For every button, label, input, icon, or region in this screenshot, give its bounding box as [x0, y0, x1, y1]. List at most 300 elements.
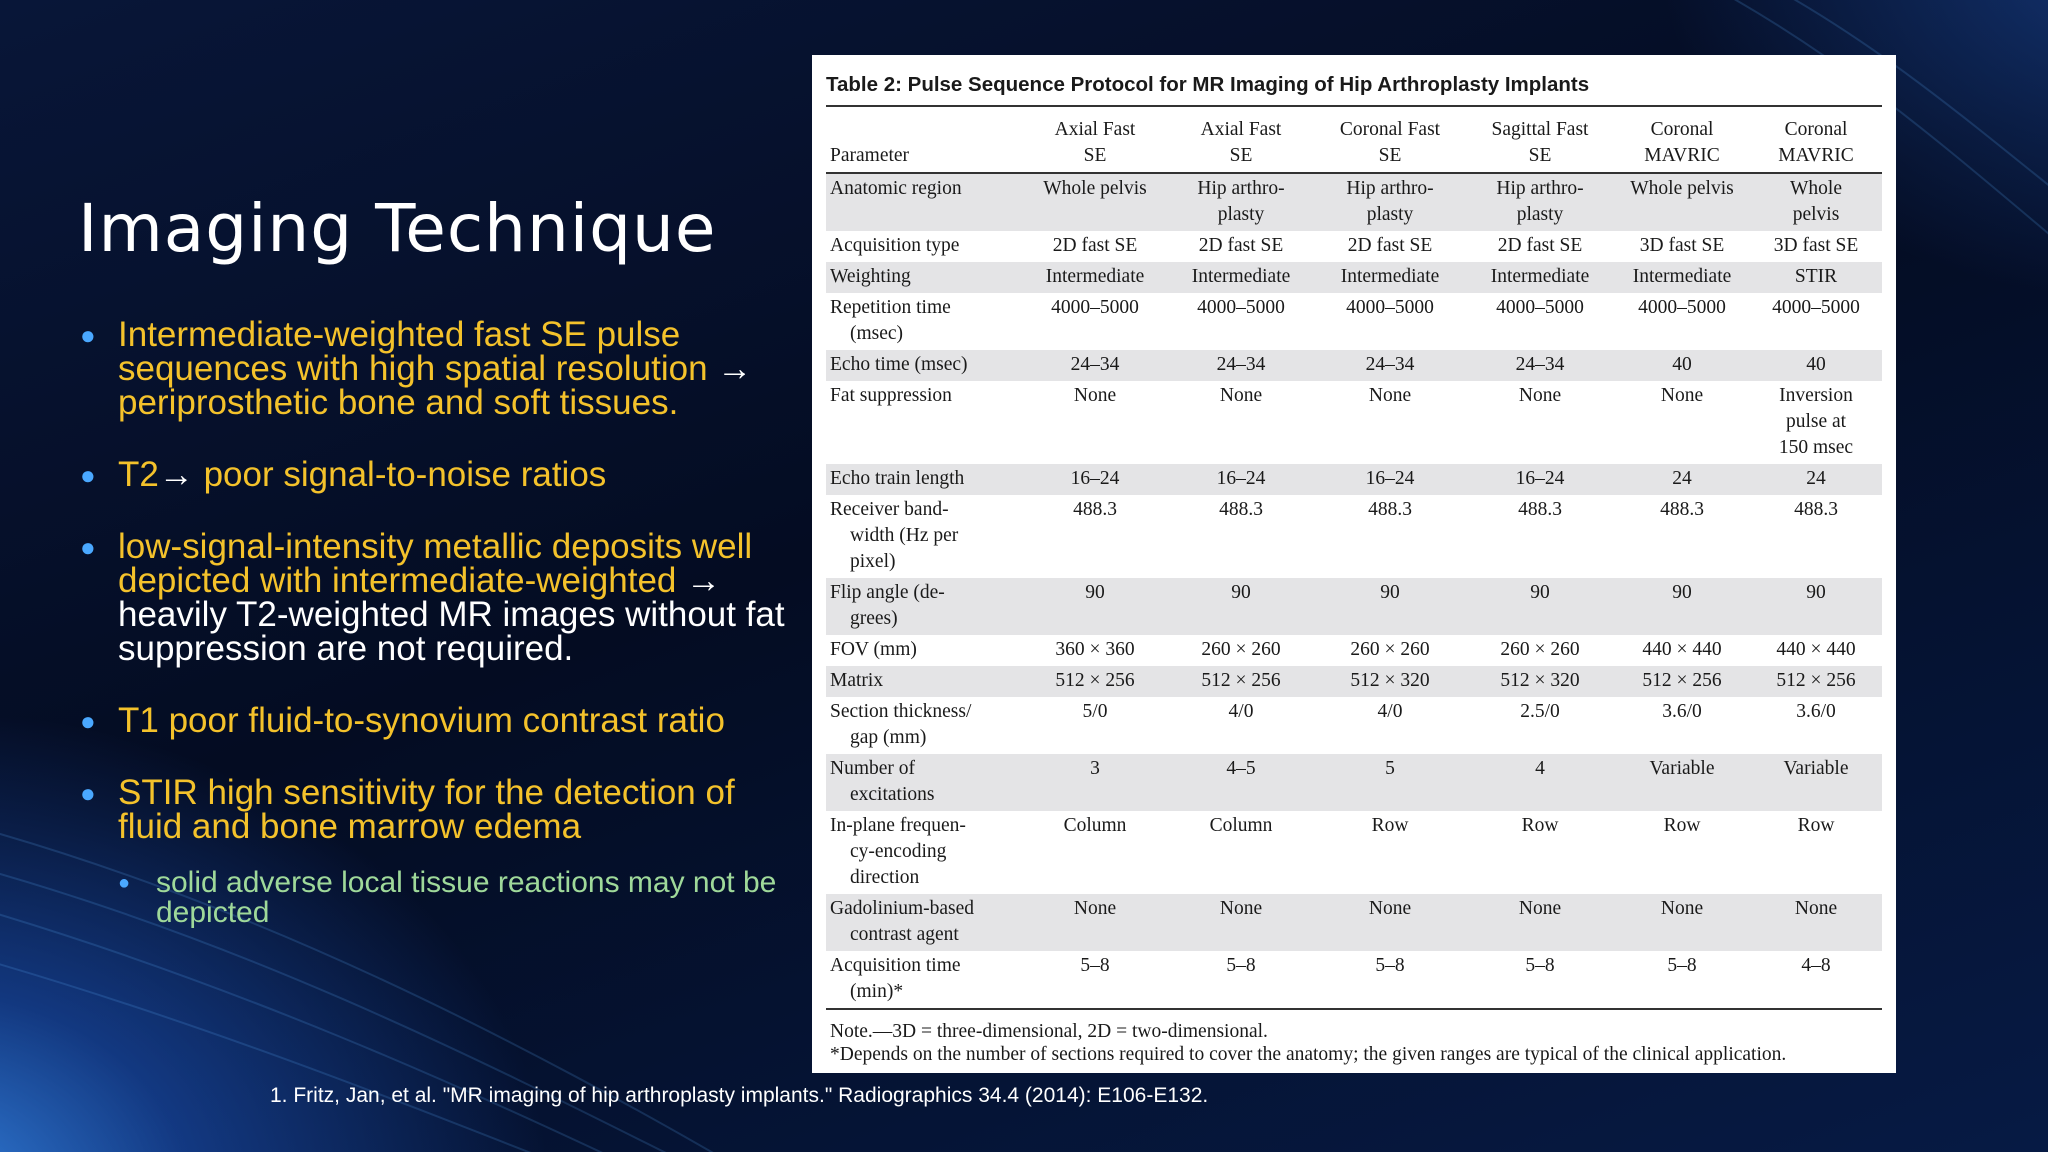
cell-line: 3.6/0: [1796, 701, 1836, 722]
bullet-list: [80, 315, 800, 929]
cell-line: excitations: [850, 784, 935, 805]
value-cell: [1314, 173, 1466, 231]
value-cell: [1022, 495, 1168, 578]
column-header: [1168, 115, 1314, 173]
table-note: *Depends on the number of sections required to cover the anatomy; the given ranges are typical of the clinical application.: [830, 1044, 1787, 1065]
value-cell: [1168, 754, 1314, 811]
cell-line: 16–24: [1216, 468, 1266, 489]
cell-line: plasty: [1516, 204, 1564, 225]
cell-line: 5/0: [1082, 701, 1108, 722]
column-header: [1314, 115, 1466, 173]
cell-line: 488.3: [1073, 499, 1117, 520]
cell-line: 5–8: [1080, 955, 1110, 976]
bullet-text: periprosthetic bone and soft tissues.: [118, 383, 679, 422]
cell-line: 90: [1231, 582, 1251, 603]
cell-line: SE: [1083, 145, 1107, 166]
cell-line: MAVRIC: [1644, 145, 1720, 166]
cell-line: 512 × 320: [1350, 670, 1430, 691]
bullet-text: poor signal-to-noise ratios: [203, 455, 607, 494]
parameter-cell: [826, 754, 1022, 811]
cell-line: 3.6/0: [1662, 701, 1702, 722]
bullet-item: [80, 315, 800, 422]
value-cell: [1750, 811, 1882, 894]
value-cell: [1466, 635, 1614, 666]
value-cell: [1466, 262, 1614, 293]
cell-line: 24–34: [1070, 354, 1120, 375]
value-cell: [1314, 495, 1466, 578]
value-cell: [1750, 578, 1882, 635]
value-cell: [1750, 894, 1882, 951]
table-row: [826, 173, 1882, 231]
value-cell: [1750, 231, 1882, 262]
cell-line: Whole: [1790, 178, 1842, 199]
column-header: [1466, 115, 1614, 173]
cell-line: Weighting: [830, 266, 911, 287]
value-cell: [1314, 350, 1466, 381]
table-row: [826, 811, 1882, 894]
value-cell: [1168, 578, 1314, 635]
cell-line: 4000–5000: [1772, 297, 1860, 318]
table-header-row: [826, 115, 1882, 173]
cell-line: 2D fast SE: [1052, 235, 1138, 256]
cell-line: Axial Fast: [1054, 119, 1136, 140]
cell-line: (msec): [850, 323, 904, 344]
cell-line: 5–8: [1226, 955, 1256, 976]
cell-line: MAVRIC: [1778, 145, 1854, 166]
bullet-item: [80, 701, 800, 740]
cell-line: 24–34: [1216, 354, 1266, 375]
value-cell: [1168, 173, 1314, 231]
bullet-item: [80, 527, 800, 668]
cell-line: gap (mm): [850, 727, 927, 748]
value-cell: [1022, 951, 1168, 1009]
cell-line: 440 × 440: [1776, 639, 1856, 660]
cell-line: 4000–5000: [1197, 297, 1285, 318]
value-cell: [1466, 754, 1614, 811]
cell-line: Intermediate: [1490, 266, 1590, 287]
value-cell: [1314, 464, 1466, 495]
value-cell: [1168, 495, 1314, 578]
cell-line: 512 × 256: [1201, 670, 1281, 691]
table-body: [826, 173, 1882, 1009]
protocol-table: [826, 115, 1882, 1010]
cell-line: 2D fast SE: [1198, 235, 1284, 256]
bullet-dot-icon: ●: [80, 532, 96, 562]
cell-line: plasty: [1366, 204, 1414, 225]
parameter-cell: [826, 495, 1022, 578]
citation: 1. Fritz, Jan, et al. "MR imaging of hip arthroplasty implants." Radiographics 34.4 (2014): E106-E132.: [270, 1084, 1209, 1107]
cell-line: Intermediate: [1191, 266, 1291, 287]
cell-line: Axial Fast: [1200, 119, 1282, 140]
cell-line: Inversion: [1779, 385, 1853, 406]
value-cell: [1466, 894, 1614, 951]
cell-line: 260 × 260: [1201, 639, 1281, 660]
cell-line: direction: [850, 867, 920, 888]
value-cell: [1314, 635, 1466, 666]
value-cell: [1022, 464, 1168, 495]
bullet-text: Intermediate-weighted fast SE pulse sequences with high spatial resolution: [118, 315, 718, 388]
value-cell: [1750, 951, 1882, 1009]
value-cell: [1314, 894, 1466, 951]
value-cell: [1314, 231, 1466, 262]
table-row: [826, 754, 1882, 811]
cell-line: STIR: [1794, 266, 1838, 287]
cell-line: Whole pelvis: [1043, 178, 1147, 199]
value-cell: [1022, 635, 1168, 666]
cell-line: 512 × 256: [1055, 670, 1135, 691]
cell-line: 4: [1535, 758, 1545, 779]
value-cell: [1466, 350, 1614, 381]
cell-line: 512 × 320: [1500, 670, 1580, 691]
table-row: [826, 381, 1882, 464]
cell-line: Matrix: [830, 670, 884, 691]
value-cell: [1022, 811, 1168, 894]
cell-line: Variable: [1783, 758, 1849, 779]
value-cell: [1314, 262, 1466, 293]
value-cell: [1168, 894, 1314, 951]
cell-line: Hip arthro-: [1197, 178, 1285, 199]
cell-line: 90: [1085, 582, 1105, 603]
cell-line: width (Hz per: [850, 525, 959, 546]
table-row: [826, 635, 1882, 666]
cell-line: 90: [1672, 582, 1692, 603]
bullet-dot-icon: ●: [80, 778, 96, 808]
value-cell: [1168, 350, 1314, 381]
value-cell: [1614, 173, 1750, 231]
value-cell: [1614, 293, 1750, 350]
cell-line: None: [1219, 385, 1263, 406]
value-cell: [1466, 697, 1614, 754]
cell-line: None: [1794, 898, 1838, 919]
parameter-cell: [826, 951, 1022, 1009]
cell-line: 360 × 360: [1055, 639, 1135, 660]
value-cell: [1750, 666, 1882, 697]
parameter-cell: [826, 578, 1022, 635]
cell-line: 3D fast SE: [1639, 235, 1725, 256]
value-cell: [1466, 231, 1614, 262]
value-cell: [1314, 666, 1466, 697]
value-cell: [1750, 754, 1882, 811]
cell-line: pelvis: [1792, 204, 1840, 225]
parameter-cell: [826, 894, 1022, 951]
cell-line: 3: [1090, 758, 1100, 779]
value-cell: [1168, 262, 1314, 293]
table-row: [826, 350, 1882, 381]
cell-line: 260 × 260: [1350, 639, 1430, 660]
cell-line: In-plane frequen-: [830, 815, 966, 836]
bullet-item: [80, 773, 800, 846]
cell-line: Row: [1371, 815, 1409, 836]
cell-line: Hip arthro-: [1346, 178, 1434, 199]
value-cell: [1168, 666, 1314, 697]
cell-line: None: [1073, 898, 1117, 919]
column-header: [1022, 115, 1168, 173]
cell-line: 488.3: [1219, 499, 1263, 520]
bullet-text: STIR high sensitivity for the detection of fluid and bone marrow edema: [118, 773, 735, 846]
value-cell: [1022, 697, 1168, 754]
cell-line: Number of: [830, 758, 916, 779]
arrow-icon: →: [158, 455, 204, 494]
cell-line: SE: [1229, 145, 1253, 166]
value-cell: [1314, 754, 1466, 811]
parameter-cell: [826, 635, 1022, 666]
value-cell: [1466, 666, 1614, 697]
cell-line: 16–24: [1365, 468, 1415, 489]
bullet-dot-icon: ●: [80, 460, 96, 490]
value-cell: [1022, 578, 1168, 635]
value-cell: [1750, 350, 1882, 381]
value-cell: [1614, 951, 1750, 1009]
cell-line: 16–24: [1070, 468, 1120, 489]
value-cell: [1750, 293, 1882, 350]
parameter-cell: [826, 464, 1022, 495]
parameter-cell: [826, 697, 1022, 754]
value-cell: [1750, 635, 1882, 666]
cell-line: 5–8: [1375, 955, 1405, 976]
cell-line: None: [1518, 385, 1562, 406]
parameter-cell: [826, 666, 1022, 697]
value-cell: [1750, 173, 1882, 231]
value-cell: [1466, 381, 1614, 464]
value-cell: [1750, 262, 1882, 293]
value-cell: [1466, 293, 1614, 350]
cell-line: Repetition time: [830, 297, 951, 318]
value-cell: [1466, 951, 1614, 1009]
table-figure: [812, 55, 1896, 1073]
cell-line: Coronal: [1784, 119, 1848, 140]
value-cell: [1750, 464, 1882, 495]
cell-line: Intermediate: [1632, 266, 1732, 287]
cell-line: 4000–5000: [1051, 297, 1139, 318]
table-row: [826, 262, 1882, 293]
value-cell: [1168, 811, 1314, 894]
cell-line: 5–8: [1525, 955, 1555, 976]
value-cell: [1022, 350, 1168, 381]
value-cell: [1022, 381, 1168, 464]
cell-line: None: [1660, 385, 1704, 406]
cell-line: contrast agent: [850, 924, 959, 945]
value-cell: [1314, 293, 1466, 350]
cell-line: 488.3: [1660, 499, 1704, 520]
cell-line: Flip angle (de-: [830, 582, 945, 603]
cell-line: 40: [1672, 354, 1692, 375]
cell-line: 440 × 440: [1642, 639, 1722, 660]
value-cell: [1022, 894, 1168, 951]
value-cell: [1314, 811, 1466, 894]
table-row: [826, 697, 1882, 754]
cell-line: 2D fast SE: [1497, 235, 1583, 256]
slide-title: Imaging Technique: [78, 190, 717, 267]
bullet-text: → heavily T2-weighted MR images without fat suppression are not required.: [118, 561, 785, 668]
cell-line: Hip arthro-: [1496, 178, 1584, 199]
cell-line: Acquisition type: [830, 235, 960, 256]
cell-line: pixel): [850, 551, 896, 572]
value-cell: [1614, 666, 1750, 697]
cell-line: 512 × 256: [1776, 670, 1856, 691]
cell-line: Fat suppression: [830, 385, 952, 406]
cell-line: Receiver band-: [830, 499, 949, 520]
value-cell: [1614, 635, 1750, 666]
cell-line: 40: [1806, 354, 1826, 375]
cell-line: 4000–5000: [1346, 297, 1434, 318]
cell-line: Intermediate: [1045, 266, 1145, 287]
cell-line: 4/0: [1377, 701, 1403, 722]
table-row: [826, 464, 1882, 495]
sub-bullet-dot-icon: ●: [118, 872, 131, 894]
value-cell: [1022, 173, 1168, 231]
cell-line: None: [1219, 898, 1263, 919]
cell-line: 3D fast SE: [1773, 235, 1859, 256]
value-cell: [1614, 381, 1750, 464]
value-cell: [1614, 495, 1750, 578]
cell-line: 90: [1806, 582, 1826, 603]
cell-line: None: [1660, 898, 1704, 919]
table-row: [826, 666, 1882, 697]
value-cell: [1614, 231, 1750, 262]
cell-line: 4000–5000: [1496, 297, 1584, 318]
value-cell: [1168, 293, 1314, 350]
cell-line: FOV (mm): [830, 639, 917, 660]
cell-line: Row: [1663, 815, 1701, 836]
parameter-cell: [826, 381, 1022, 464]
cell-line: Sagittal Fast: [1491, 119, 1589, 140]
cell-line: 4–5: [1226, 758, 1256, 779]
column-header: Parameter: [826, 115, 1022, 173]
table-row: [826, 231, 1882, 262]
cell-line: Row: [1797, 815, 1835, 836]
value-cell: [1168, 381, 1314, 464]
bullet-text: T2: [118, 455, 159, 494]
parameter-cell: [826, 350, 1022, 381]
cell-line: 2D fast SE: [1347, 235, 1433, 256]
cell-line: 5–8: [1667, 955, 1697, 976]
value-cell: [1750, 697, 1882, 754]
cell-line: 24–34: [1365, 354, 1415, 375]
cell-line: cy-encoding: [850, 841, 947, 862]
cell-line: Column: [1209, 815, 1273, 836]
value-cell: [1022, 262, 1168, 293]
value-cell: [1614, 894, 1750, 951]
cell-line: 488.3: [1518, 499, 1562, 520]
cell-line: SE: [1528, 145, 1552, 166]
cell-line: Column: [1063, 815, 1127, 836]
sub-bullet-text: solid adverse local tissue reactions may not be depicted: [156, 866, 777, 929]
cell-line: 4/0: [1228, 701, 1254, 722]
cell-line: Acquisition time: [830, 955, 961, 976]
column-header: [1614, 115, 1750, 173]
bullet-text: T1 poor fluid-to-synovium contrast ratio: [118, 701, 725, 740]
bullet-item: [80, 455, 800, 494]
parameter-cell: [826, 262, 1022, 293]
cell-line: 2.5/0: [1520, 701, 1560, 722]
cell-line: grees): [850, 608, 898, 629]
bullet-text: low-signal-intensity metallic deposits well depicted with intermediate-weighted: [118, 527, 753, 600]
value-cell: [1314, 381, 1466, 464]
cell-line: 90: [1530, 582, 1550, 603]
cell-line: 5: [1385, 758, 1395, 779]
value-cell: [1614, 464, 1750, 495]
value-cell: [1168, 464, 1314, 495]
value-cell: [1466, 811, 1614, 894]
table-row: [826, 293, 1882, 350]
cell-line: pulse at: [1785, 411, 1847, 432]
value-cell: [1614, 262, 1750, 293]
table-row: [826, 578, 1882, 635]
cell-line: Whole pelvis: [1630, 178, 1734, 199]
cell-line: 24: [1672, 468, 1692, 489]
table-note: Note.—3D = three-dimensional, 2D = two-dimensional.: [830, 1021, 1268, 1042]
cell-line: Variable: [1649, 758, 1715, 779]
cell-line: 488.3: [1794, 499, 1838, 520]
cell-line: Echo train length: [830, 468, 965, 489]
value-cell: [1314, 697, 1466, 754]
table-row: [826, 495, 1882, 578]
value-cell: [1614, 754, 1750, 811]
parameter-cell: [826, 811, 1022, 894]
value-cell: [1614, 697, 1750, 754]
cell-line: Anatomic region: [830, 178, 962, 199]
value-cell: [1022, 666, 1168, 697]
cell-line: Row: [1521, 815, 1559, 836]
value-cell: [1022, 231, 1168, 262]
cell-line: plasty: [1217, 204, 1265, 225]
table-row: [826, 951, 1882, 1009]
value-cell: [1314, 578, 1466, 635]
cell-line: None: [1073, 385, 1117, 406]
value-cell: [1750, 495, 1882, 578]
column-header: [1750, 115, 1882, 173]
cell-line: 4–8: [1801, 955, 1831, 976]
value-cell: [1750, 381, 1882, 464]
value-cell: [1466, 173, 1614, 231]
cell-line: None: [1368, 385, 1412, 406]
table-row: [826, 894, 1882, 951]
cell-line: Echo time (msec): [830, 354, 968, 375]
value-cell: [1168, 951, 1314, 1009]
cell-line: 4000–5000: [1638, 297, 1726, 318]
value-cell: [1314, 951, 1466, 1009]
value-cell: [1614, 578, 1750, 635]
table-notes: [826, 1020, 1882, 1066]
parameter-cell: [826, 231, 1022, 262]
value-cell: [1466, 495, 1614, 578]
value-cell: [1614, 350, 1750, 381]
value-cell: [1022, 293, 1168, 350]
cell-line: 24: [1806, 468, 1826, 489]
cell-line: 260 × 260: [1500, 639, 1580, 660]
value-cell: [1466, 578, 1614, 635]
cell-line: 24–34: [1515, 354, 1565, 375]
value-cell: [1168, 697, 1314, 754]
value-cell: [1466, 464, 1614, 495]
parameter-cell: [826, 173, 1022, 231]
cell-line: None: [1368, 898, 1412, 919]
arrow-icon: →: [717, 349, 753, 388]
cell-line: (min)*: [850, 981, 904, 1002]
value-cell: [1614, 811, 1750, 894]
cell-line: Coronal Fast: [1339, 119, 1441, 140]
bullet-dot-icon: ●: [80, 320, 96, 350]
value-cell: [1022, 754, 1168, 811]
cell-line: Section thickness/: [830, 701, 972, 722]
cell-line: Gadolinium-based: [830, 898, 975, 919]
cell-line: Intermediate: [1340, 266, 1440, 287]
table-title: Table 2: Pulse Sequence Protocol for MR Imaging of Hip Arthroplasty Implants: [826, 65, 1882, 107]
parameter-cell: [826, 293, 1022, 350]
cell-line: 90: [1380, 582, 1400, 603]
cell-line: 150 msec: [1778, 437, 1854, 458]
cell-line: 512 × 256: [1642, 670, 1722, 691]
